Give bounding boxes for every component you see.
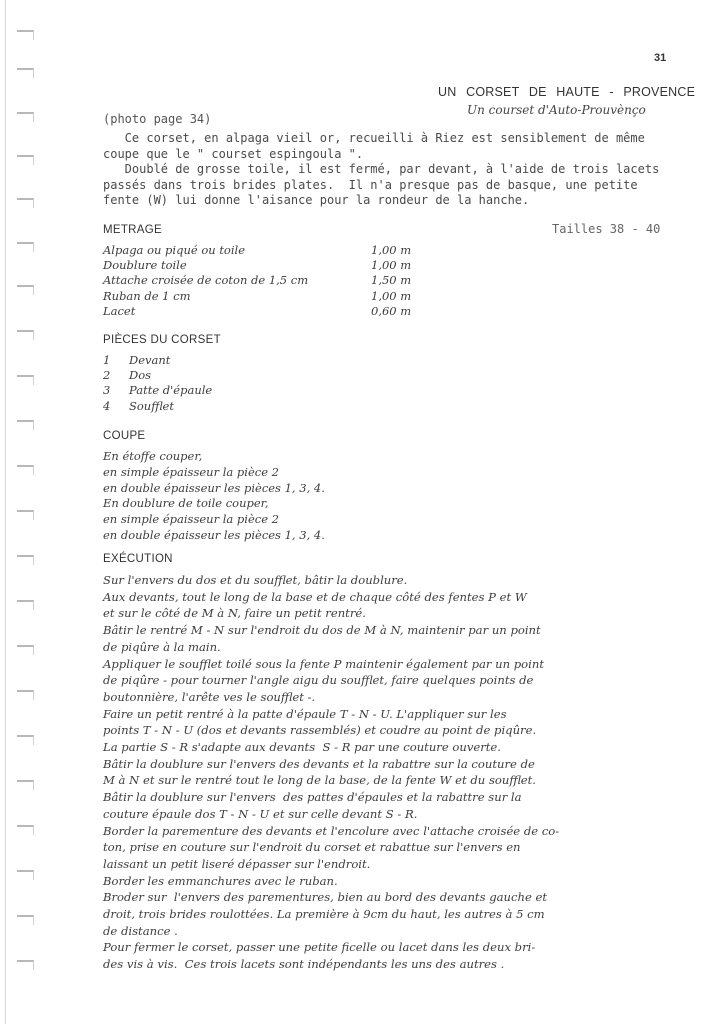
coupe-list <box>103 449 325 544</box>
binder-hole-icon <box>17 285 34 295</box>
binder-hole-icon <box>17 155 34 165</box>
execution-line: et sur le côté de M à N, faire un petit rentré. <box>103 606 366 621</box>
execution-heading: EXÉCUTION <box>103 553 173 565</box>
execution-line: laissant un petit liseré dépasser sur l'endroit. <box>103 856 371 871</box>
binder-hole-icon <box>17 825 34 835</box>
execution-line: de piqûre - pour tourner l'angle aigu du soufflet, faire quelques points de <box>103 673 534 688</box>
piece-label: Patte d'épaule <box>129 383 213 398</box>
coupe-line: en double épaisseur les pièces 1, 3, 4. <box>103 527 325 542</box>
material-quantity: 1,00 m <box>371 288 412 303</box>
execution-line: Appliquer le soufflet toilé sous la fente P maintenir également par un point <box>103 656 544 671</box>
page-subtitle: Un courset d'Auto-Prouvènço <box>467 103 646 117</box>
binder-hole-icon <box>17 735 34 745</box>
piece-number: 2 <box>103 368 111 383</box>
metrage-row <box>103 304 411 319</box>
material-label: Lacet <box>103 303 136 318</box>
coupe-line: en double épaisseur les pièces 1, 3, 4. <box>103 480 325 495</box>
binding-edge <box>5 0 6 1024</box>
binder-hole-icon <box>17 242 34 252</box>
material-label: Alpaga ou piqué ou toile <box>103 243 246 257</box>
execution-line: Pour fermer le corset, passer une petite ficelle ou lacet dans les deux bri- <box>103 940 536 955</box>
binder-hole-icon <box>17 600 34 610</box>
execution-line: Bâtir la doublure sur l'envers des pattes d'épaules et la rabattre sur la <box>103 790 522 805</box>
binder-hole-icon <box>17 375 34 385</box>
execution-line: Border les emmanchures avec le ruban. <box>103 873 338 888</box>
binder-hole-icon <box>17 420 34 430</box>
execution-line: ton, prise en couture sur l'endroit du corset et rabattue sur l'envers en <box>103 840 521 855</box>
intro-line: passés dans trois brides plates. Il n'a presque pas de basque, une petite <box>103 177 638 192</box>
execution-line: Broder sur l'envers des parementures, bien au bord des devants gauche et <box>103 890 548 905</box>
execution-line: couture épaule dos T - N - U et sur celle devant S - R. <box>103 806 418 821</box>
piece-item <box>103 383 212 398</box>
binder-hole-icon <box>17 198 34 208</box>
piece-number: 1 <box>103 353 111 367</box>
binder-hole-icon <box>17 915 34 925</box>
coupe-line: en simple épaisseur la pièce 2 <box>103 464 279 479</box>
material-quantity: 0,60 m <box>371 303 412 318</box>
metrage-row <box>103 289 411 304</box>
sizes-label: Tailles 38 - 40 <box>552 222 661 236</box>
coupe-line: En doublure de toile couper, <box>103 496 269 511</box>
intro-line: Doublé de grosse toile, il est fermé, par devant, à l'aide de trois lacets <box>103 162 660 176</box>
execution-line: points T - N - U (dos et devants rassemblés) et coudre au point de piqûre. <box>103 723 537 738</box>
material-quantity: 1,50 m <box>371 273 412 288</box>
metrage-row <box>103 243 411 258</box>
execution-line: Border la parementure des devants et l'encolure avec l'attache croisée de co- <box>103 823 560 838</box>
metrage-heading: METRAGE <box>103 224 162 236</box>
binder-hole-icon <box>17 510 34 520</box>
material-quantity: 1,00 m <box>371 243 412 257</box>
piece-item <box>103 353 212 368</box>
coupe-line: en simple épaisseur la pièce 2 <box>103 512 279 527</box>
execution-line: Bâtir le rentré M - N sur l'endroit du dos de M à N, maintenir par un point <box>103 623 541 638</box>
piece-item <box>103 368 212 383</box>
intro-line: fente (W) lui donne l'aisance pour la rondeur de la hanche. <box>103 193 530 207</box>
binder-hole-icon <box>17 112 34 122</box>
binder-hole-icon <box>17 960 34 970</box>
binder-hole-icon <box>17 780 34 790</box>
execution-line: de piqûre à la main. <box>103 639 221 654</box>
binder-hole-icon <box>17 870 34 880</box>
intro-line: Ce corset, en alpaga vieil or, recueilli à Riez est sensiblement de même <box>103 131 645 145</box>
execution-line: M à N et sur le rentré tout le long de la base, de la fente W et du soufflet. <box>103 773 536 788</box>
pieces-list <box>103 353 212 414</box>
piece-label: Soufflet <box>129 398 174 413</box>
binder-hole-icon <box>17 465 34 475</box>
piece-number: 4 <box>103 398 111 413</box>
execution-line: Sur l'envers du dos et du soufflet, bâtir la doublure. <box>103 573 408 587</box>
execution-line: La partie S - R s'adapte aux devants S - R par une couture ouverte. <box>103 740 501 755</box>
execution-line: boutonnière, l'arête ves le soufflet -. <box>103 689 316 704</box>
material-label: Ruban de 1 cm <box>103 288 191 303</box>
material-quantity: 1,00 m <box>371 258 412 273</box>
execution-line: Faire un petit rentré à la patte d'épaule T - N - U. L'appliquer sur les <box>103 706 507 721</box>
piece-label: Dos <box>129 368 152 383</box>
material-label: Attache croisée de coton de 1,5 cm <box>103 273 309 288</box>
intro-line: coupe que le " courset espingoula ". <box>103 146 364 161</box>
piece-item <box>103 399 212 414</box>
binder-hole-icon <box>17 645 34 655</box>
metrage-row <box>103 273 411 288</box>
execution-line: Aux devants, tout le long de la base et de chaque côté des fentes P et W <box>103 589 527 604</box>
page-title: UN CORSET DE HAUTE - PROVENCE <box>438 85 696 99</box>
binder-hole-icon <box>17 330 34 340</box>
material-label: Doublure toile <box>103 258 187 273</box>
execution-line: de distance . <box>103 923 178 938</box>
intro-paragraph <box>103 131 659 209</box>
piece-label: Devant <box>129 353 171 367</box>
execution-line: des vis à vis. Ces trois lacets sont indépendants les uns des autres . <box>103 957 505 972</box>
metrage-row <box>103 258 411 273</box>
execution-line: droit, trois brides roulottées. La première à 9cm du haut, les autres à 5 cm <box>103 907 545 922</box>
binder-hole-icon <box>17 690 34 700</box>
execution-text <box>103 572 663 973</box>
binder-hole-icon <box>17 30 34 40</box>
coupe-line: En étoffe couper, <box>103 449 203 463</box>
execution-line: Bâtir la doublure sur l'envers des devants et la rabattre sur la couture de <box>103 756 535 771</box>
photo-reference: (photo page 34) <box>103 112 212 126</box>
metrage-list <box>103 243 411 319</box>
coupe-heading: COUPE <box>103 430 146 442</box>
binder-hole-icon <box>17 68 34 78</box>
binder-hole-icon <box>17 555 34 565</box>
piece-number: 3 <box>103 383 111 398</box>
pieces-heading: PIÈCES DU CORSET <box>103 334 221 346</box>
page-number: 31 <box>654 52 667 64</box>
